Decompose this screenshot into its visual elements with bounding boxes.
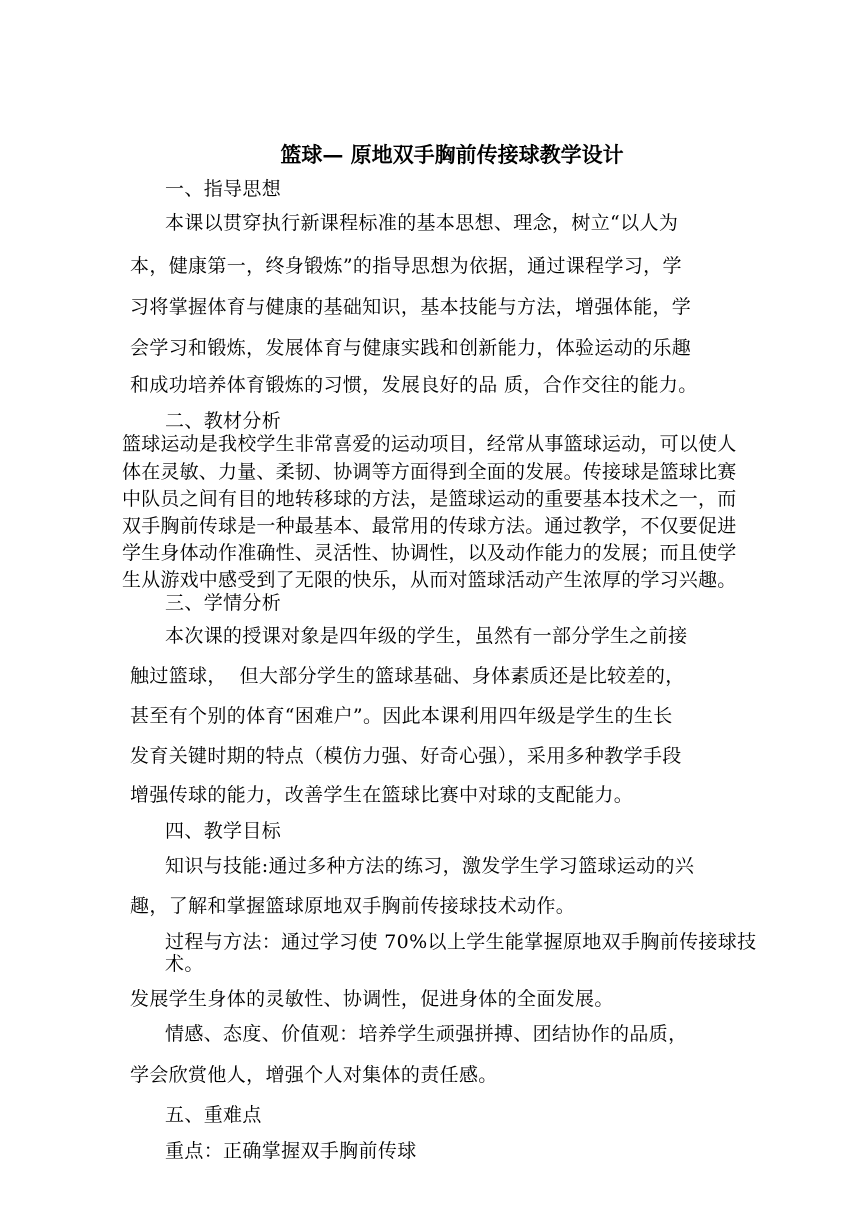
- paragraph-line: 过程与方法：通过学习使 70%以上学生能掌握原地双手胸前传接球技: [165, 931, 757, 953]
- section-heading-guiding-ideology: 一、指导思想: [165, 178, 282, 200]
- paragraph-line: 会学习和锻炼，发展体育与健康实践和创新能力，体验运动的乐趣: [130, 337, 692, 359]
- section-heading-teaching-objectives: 四、教学目标: [165, 820, 282, 842]
- paragraph-line: 生从游戏中感受到了无限的快乐，从而对篮球活动产生浓厚的学习兴趣。: [122, 569, 737, 591]
- paragraph-line: 增强传球的能力，改善学生在篮球比赛中对球的支配能力。: [130, 784, 634, 806]
- paragraph-line: 发展学生身体的灵敏性、协调性，促进身体的全面发展。: [130, 988, 614, 1010]
- paragraph-line: 知识与技能:通过多种方法的练习，激发学生学习篮球运动的兴: [165, 855, 695, 877]
- paragraph-line: 术。: [165, 953, 204, 975]
- paragraph-line: 甚至有个别的体育“困难户”。因此本课利用四年级是学生的生长: [130, 705, 673, 727]
- section-heading-key-difficulties: 五、重难点: [165, 1104, 262, 1126]
- section-heading-material-analysis: 二、教材分析: [165, 410, 282, 432]
- paragraph-line: 本次课的授课对象是四年级的学生，虽然有一部分学生之前接: [165, 625, 688, 647]
- paragraph-line: 双手胸前传球是一种最基本、最常用的传球方法。通过教学，不仅要促进: [122, 515, 737, 537]
- paragraph-line: 情感、态度、价值观：培养学生顽强拼搏、团结协作的品质，: [165, 1023, 688, 1045]
- paragraph-line: 习将掌握体育与健康的基础知识，基本技能与方法，增强体能，学: [130, 296, 692, 318]
- paragraph-line: 触过篮球， 但大部分学生的篮球基础、身体素质还是比较差的，: [130, 665, 685, 687]
- paragraph-line: 重点：正确掌握双手胸前传球: [165, 1140, 417, 1162]
- paragraph-line: 学会欣赏他人，增强个人对集体的责任感。: [130, 1064, 498, 1086]
- paragraph-line: 学生身体动作准确性、灵活性、协调性，以及动作能力的发展；而且使学: [122, 542, 737, 564]
- paragraph-line: 中队员之间有目的地转移球的方法，是篮球运动的重要基本技术之一，而: [122, 488, 737, 510]
- paragraph-line: 本，健康第一，终身锻炼”的指导思想为依据，通过课程学习，学: [130, 255, 682, 277]
- paragraph-line: 发育关键时期的特点（模仿力强、好奇心强），采用多种教学手段: [130, 745, 682, 767]
- paragraph-line: 本课以贯穿执行新课程标准的基本思想、理念，树立“以人为: [165, 212, 679, 234]
- page-title: 篮球— 原地双手胸前传接球教学设计: [280, 142, 624, 167]
- section-heading-learner-analysis: 三、学情分析: [165, 592, 282, 614]
- paragraph-line: 和成功培养体育锻炼的习惯，发展良好的品 质，合作交往的能力。: [130, 374, 698, 396]
- paragraph-line: 体在灵敏、力量、柔韧、协调等方面得到全面的发展。传接球是篮球比赛: [122, 461, 737, 483]
- paragraph-line: 篮球运动是我校学生非常喜爱的运动项目，经常从事篮球运动，可以使人: [122, 433, 737, 455]
- paragraph-line: 趣，了解和掌握篮球原地双手胸前传接球技术动作。: [130, 895, 576, 917]
